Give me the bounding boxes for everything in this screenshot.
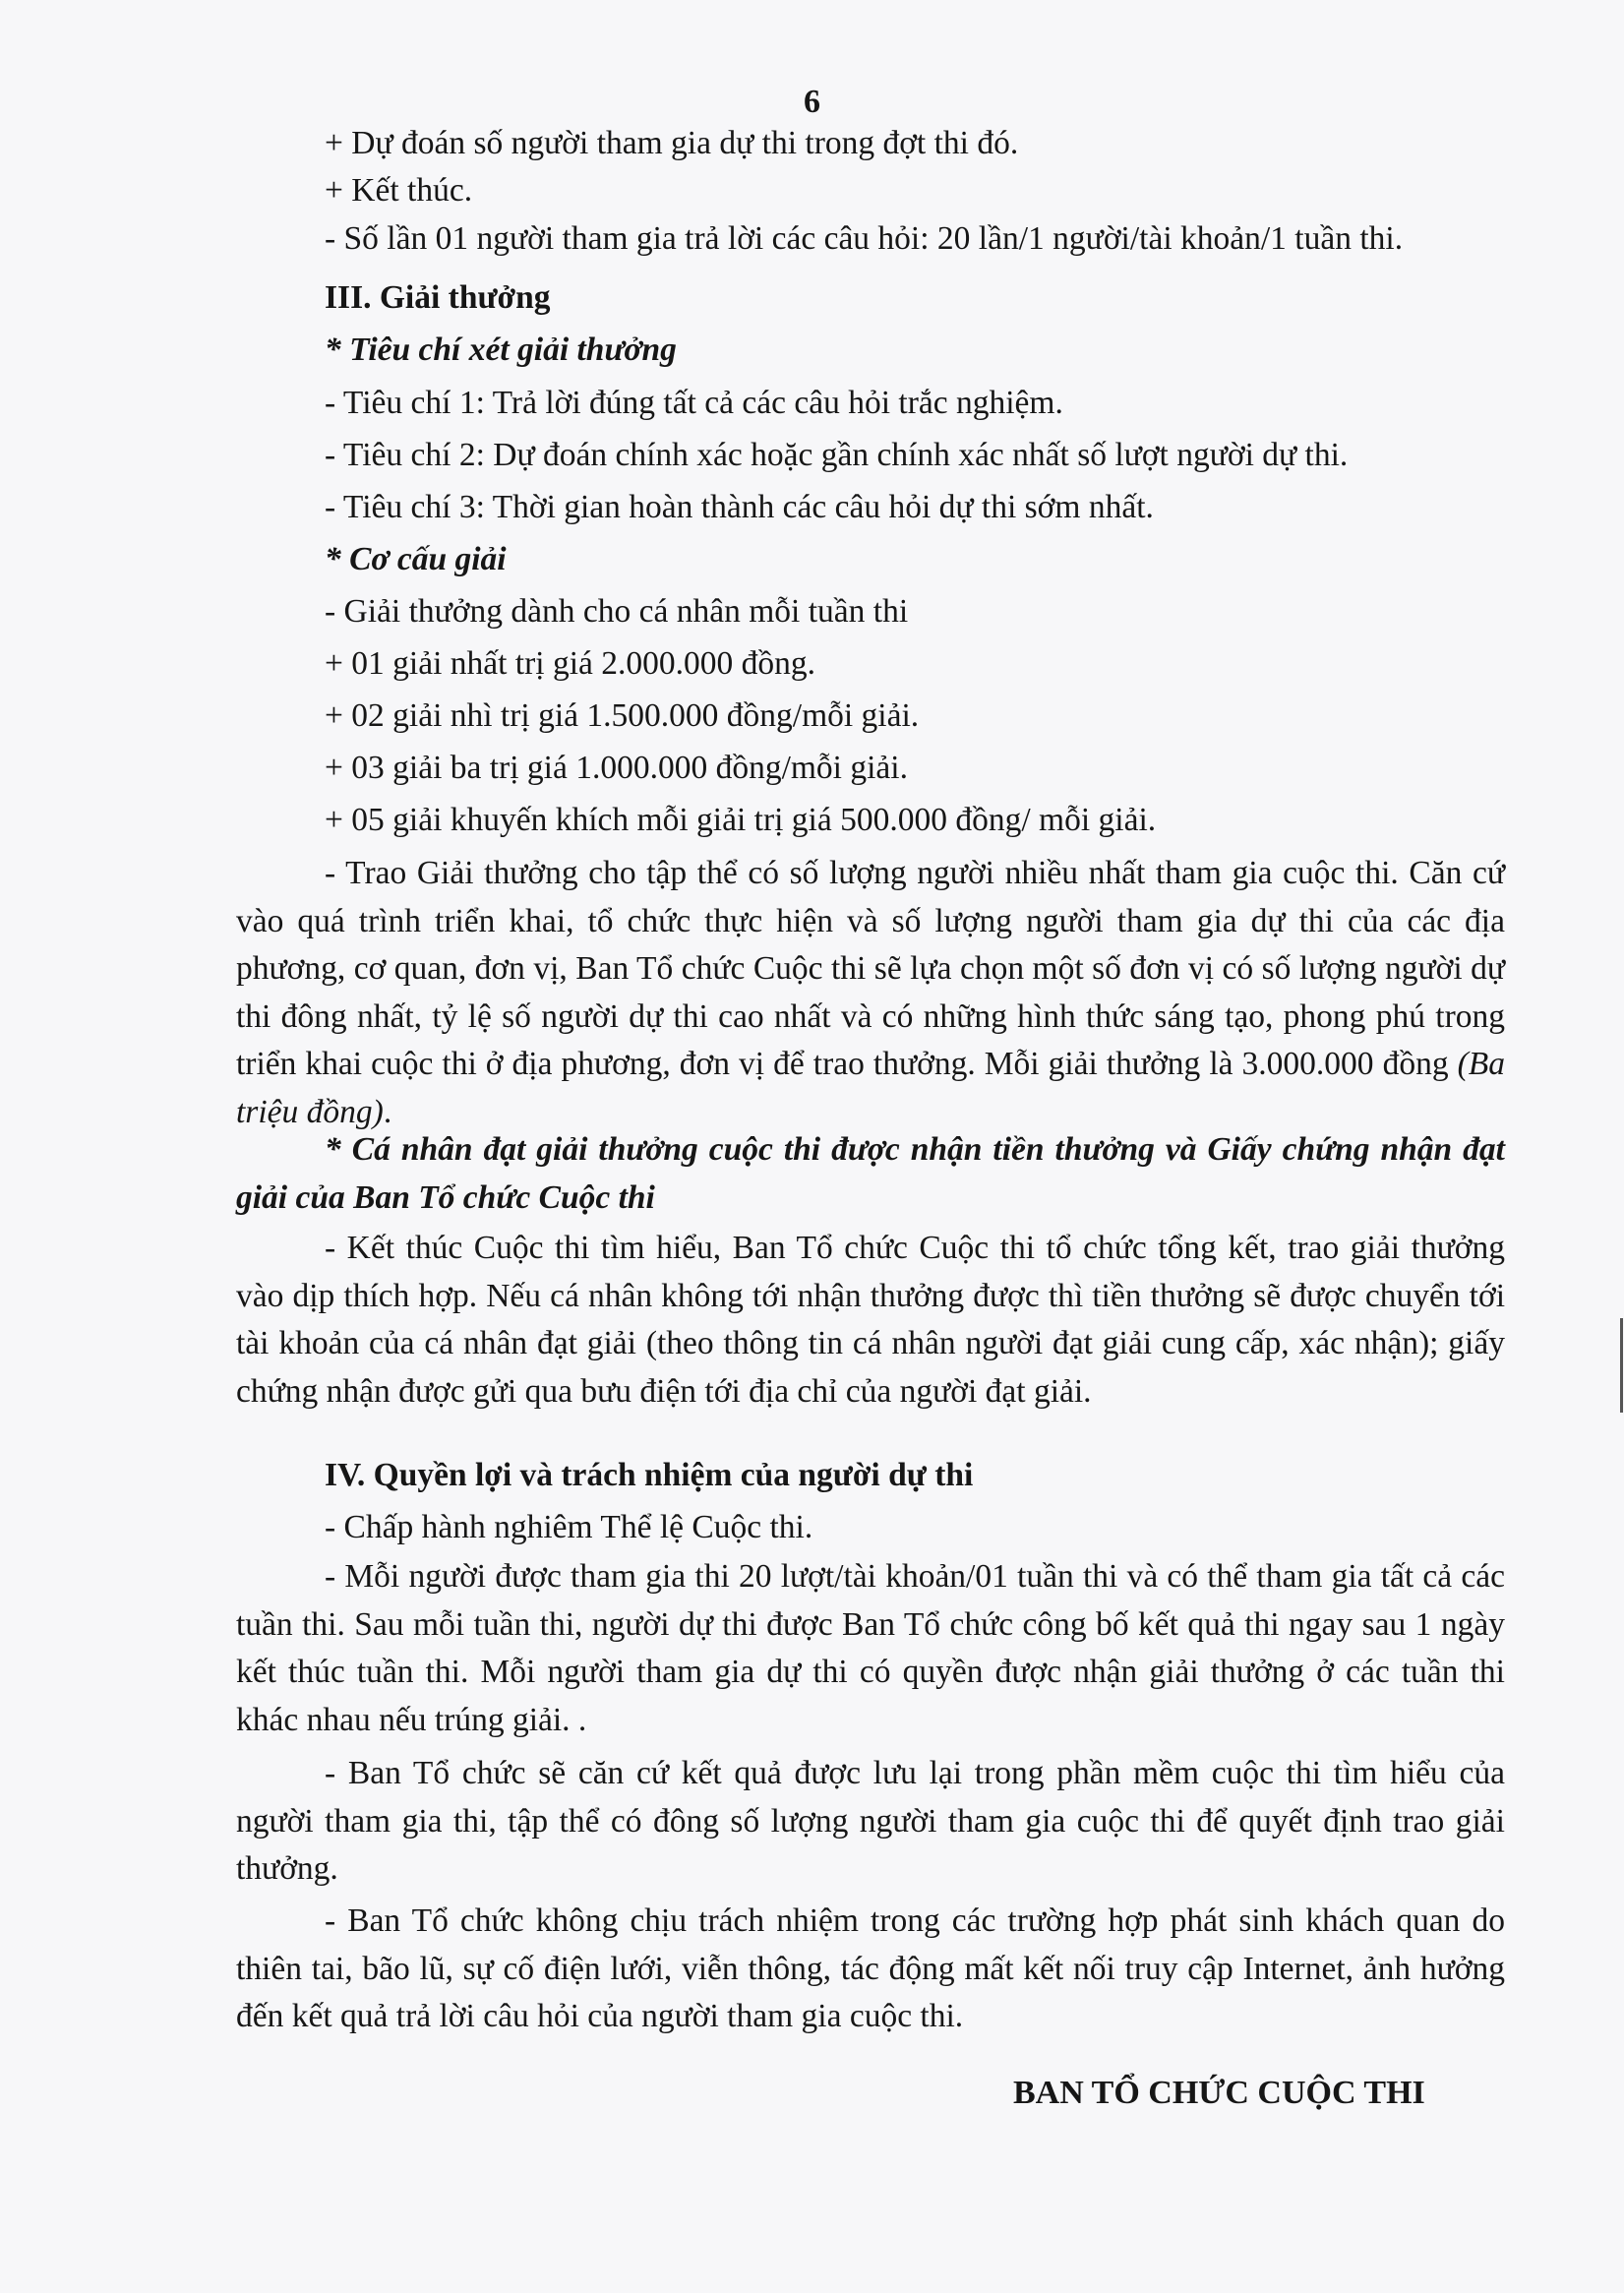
structure-heading: * Cơ cấu giải — [325, 541, 507, 577]
winner-heading — [236, 1126, 1505, 1222]
list-item: - Số lần 01 người tham gia trả lời các câu hỏi: 20 lần/1 người/tài khoản/1 tuần thi. — [325, 220, 1404, 257]
rights-paragraph — [236, 1750, 1505, 1894]
winner-paragraph — [236, 1225, 1505, 1416]
page-number: 6 — [804, 84, 820, 120]
collective-award-note: (Ba triệu đồng) — [236, 1046, 1505, 1130]
section-heading-3: III. Giải thưởng — [325, 279, 551, 316]
prize-item: + 01 giải nhất trị giá 2.000.000 đồng. — [325, 645, 815, 682]
prize-item: + 05 giải khuyến khích mỗi giải trị giá 500.000 đồng/ mỗi giải. — [325, 802, 1157, 838]
collective-award-end: . — [383, 1093, 392, 1130]
rights-text: - Ban Tổ chức sẽ căn cứ kết quả được lưu lại trong phần mềm cuộc thi tìm hiểu của người tham gia thi, tập thể có đông số lượng người tham gia cuộc thi để quyết định trao giải thưởng. — [236, 1755, 1505, 1888]
signature-block: BAN TỔ CHỨC CUỘC THI — [1013, 2075, 1425, 2111]
criteria-item: - Tiêu chí 1: Trả lời đúng tất cả các câu hỏi trắc nghiệm. — [325, 385, 1063, 421]
list-item: + Dự đoán số người tham gia dự thi trong đợt thi đó. — [325, 125, 1019, 161]
rights-item: - Chấp hành nghiêm Thể lệ Cuộc thi. — [325, 1509, 813, 1545]
rights-paragraph — [236, 1553, 1505, 1744]
winner-heading-text: * Cá nhân đạt giải thưởng cuộc thi được nhận tiền thưởng và Giấy chứng nhận đạt giải của Ban Tổ chức Cuộc thi — [236, 1131, 1505, 1216]
scan-edge-mark — [1620, 1318, 1623, 1413]
collective-award-text: - Trao Giải thưởng cho tập thể có số lượng người nhiều nhất tham gia cuộc thi. Căn cứ vào quá trình triển khai, tổ chức thực hiện và số lượng người tham gia dự thi của các địa phương, cơ quan, đơn vị, Ban Tổ chức Cuộc thi sẽ lựa chọn một số đơn vị có số lượng người dự thi đông nhất, tỷ lệ số người dự thi cao nhất và có những hình thức sáng tạo, phong phú trong triển khai cuộc thi ở địa phương, đơn vị để trao thưởng. Mỗi giải thưởng là 3.000.000 đồng — [236, 855, 1505, 1083]
criteria-heading: * Tiêu chí xét giải thưởng — [325, 332, 677, 368]
collective-award-paragraph — [236, 850, 1505, 1137]
rights-text: - Mỗi người được tham gia thi 20 lượt/tài khoản/01 tuần thi và có thể tham gia tất cả các tuần thi. Sau mỗi tuần thi, người dự thi được Ban Tổ chức công bố kết quả thi ngay sau 1 ngày kết thúc tuần thi. Mỗi người tham gia dự thi có quyền được nhận giải thưởng ở các tuần thi khác nhau nếu trúng giải. . — [236, 1558, 1505, 1738]
winner-text: - Kết thúc Cuộc thi tìm hiểu, Ban Tổ chức Cuộc thi tổ chức tổng kết, trao giải thưởng vào dịp thích hợp. Nếu cá nhân không tới nhận thưởng được thì tiền thưởng sẽ được chuyển tới tài khoản của cá nhân đạt giải (theo thông tin cá nhân người đạt giải cung cấp, xác nhận); giấy chứng nhận được gửi qua bưu điện tới địa chỉ của người đạt giải. — [236, 1230, 1505, 1410]
criteria-item: - Tiêu chí 2: Dự đoán chính xác hoặc gần chính xác nhất số lượt người dự thi. — [325, 437, 1349, 473]
prize-item: + 03 giải ba trị giá 1.000.000 đồng/mỗi giải. — [325, 750, 908, 786]
criteria-item: - Tiêu chí 3: Thời gian hoàn thành các câu hỏi dự thi sớm nhất. — [325, 489, 1154, 525]
structure-intro: - Giải thưởng dành cho cá nhân mỗi tuần thi — [325, 593, 909, 630]
rights-paragraph — [236, 1898, 1505, 2041]
prize-item: + 02 giải nhì trị giá 1.500.000 đồng/mỗi giải. — [325, 697, 920, 734]
rights-text: - Ban Tổ chức không chịu trách nhiệm trong các trường hợp phát sinh khách quan do thiên tai, bão lũ, sự cố điện lưới, viễn thông, tác động mất kết nối truy cập Internet, ảnh hưởng đến kết quả trả lời câu hỏi của người tham gia cuộc thi. — [236, 1902, 1505, 2035]
list-item: + Kết thúc. — [325, 172, 473, 209]
section-heading-4: IV. Quyền lợi và trách nhiệm của người dự thi — [325, 1457, 974, 1493]
